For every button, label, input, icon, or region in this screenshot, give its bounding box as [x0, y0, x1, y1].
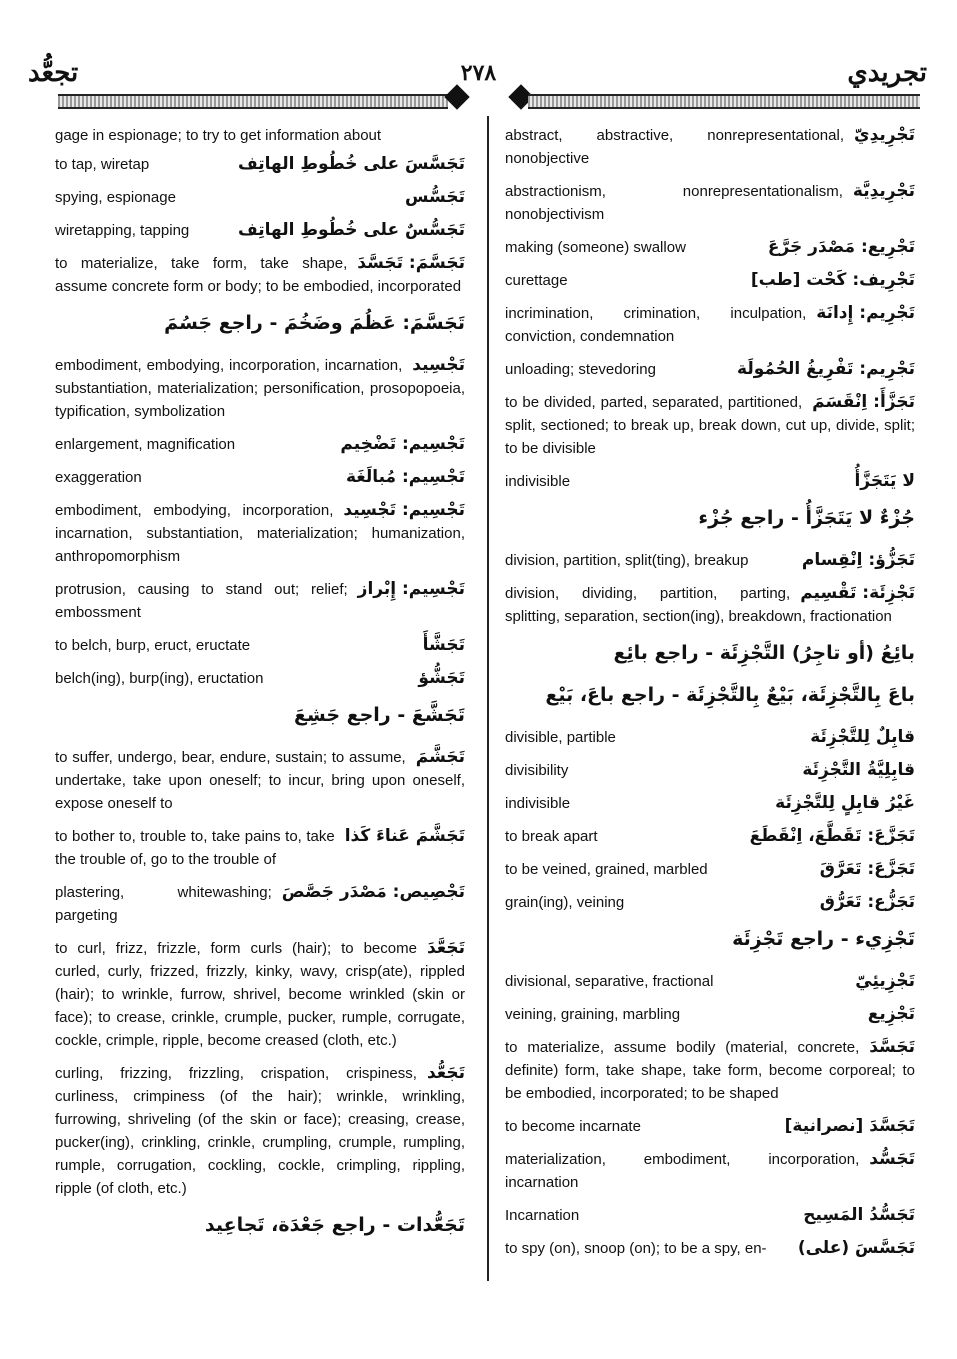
entry-headword: تَجْرِيم: إِدانَة — [816, 303, 915, 323]
entry-translation: making (someone) swallow — [505, 239, 686, 256]
entry-headword: تَجْرِيع: مَصْدَر جَرَّعَ — [767, 237, 915, 257]
dictionary-entry — [505, 726, 915, 749]
dictionary-entry — [505, 891, 915, 914]
dictionary-entry — [505, 269, 915, 292]
dictionary-entry — [505, 470, 915, 493]
dictionary-entry — [505, 358, 915, 381]
entry-headword: تَجَشُّؤ — [418, 668, 465, 688]
entry-headword: تَجْزِيئِيّ — [855, 971, 915, 991]
entry-headword: لا يَتَجَزَّأُ — [854, 471, 915, 491]
dictionary-entry — [505, 1237, 915, 1260]
entry-headword: تَجَسَّدَ — [869, 1037, 915, 1057]
entry-headword: غَيْرُ قابِلٍ لِلتَّجْزِئَة — [775, 793, 915, 813]
entry-translation: division, dividing, partition, parting, splitting, separation, section(ing), breakdown, fractionation — [505, 585, 892, 625]
entry-headword: تَجَسُّسٌ على خُطُوطِ الهاتِف — [237, 220, 465, 240]
entry-headword: تَجَزُّع: تَعَرُّق — [819, 892, 915, 912]
dictionary-entry — [55, 252, 465, 298]
dictionary-entry — [55, 499, 465, 568]
entry-headword: تَجَعَّدَ — [426, 938, 465, 958]
dictionary-entry — [55, 881, 465, 927]
entry-headword: تَجَسَّمَ: عَظُمَ وضَخُمَ - راجع جَسُمَ — [164, 312, 465, 334]
entry-headword: تَجَعُّدات - راجع جَعْدَة، تَجاعِيد — [204, 1214, 465, 1236]
dictionary-entry — [55, 825, 465, 871]
entry-headword: تَجْصِيص: مَصْدَر جَصَّصَ — [281, 882, 465, 902]
dictionary-entry — [505, 642, 915, 666]
entry-headword: تَجَشَّمَ — [415, 747, 465, 767]
dictionary-entry — [505, 1003, 915, 1026]
entry-headword: تَجْسِيم: تَضْخِيم — [340, 434, 465, 454]
dictionary-entry — [55, 667, 465, 690]
dictionary-entry — [55, 466, 465, 489]
entry-headword: تَجْسِيم: تَجْسِيد — [343, 500, 465, 520]
entry-headword: باعَ بِالتَّجْزِئَة، بَيْعٌ بِالتَّجْزِئَة - راجع باعَ، بَيْع — [545, 684, 915, 706]
dictionary-entry — [55, 124, 465, 147]
entry-translation: enlargement, magnification — [55, 436, 236, 453]
entry-headword: تَجَسَّسَ على خُطُوطِ الهاتِف — [237, 154, 465, 174]
entry-headword: تَجَزُّؤ: اِنْقِسام — [801, 550, 915, 570]
dictionary-entry — [505, 858, 915, 881]
entry-translation: protrusion, causing to stand out; relief; embossment — [55, 581, 348, 621]
dictionary-entry — [505, 825, 915, 848]
entry-headword: تَجَعُّد — [426, 1063, 465, 1083]
entry-translation: curling, frizzing, frizzling, crispation, crispiness, curliness, crimpiness (of the hair); wrinkle, wrinkling, furrowing, shriveling (of the skin or face); creasing, crease, pucker(ing), crinkling, crinkle, crumpling, crumple, rumpling, rumple, corrugation, cockling, cockle, crimpling, rippling, ripple (of cloth, etc.) — [55, 1065, 465, 1197]
header-rule-left — [58, 94, 448, 109]
dictionary-entry — [55, 1062, 465, 1200]
dictionary-entry — [55, 354, 465, 423]
dictionary-entry — [505, 180, 915, 226]
entry-translation: to suffer, undergo, bear, endure, sustain; to assume, undertake, take upon oneself; to incur, bring upon oneself, expose oneself to — [55, 749, 465, 812]
entry-translation: to be divided, parted, separated, partitioned, split, sectioned; to break up, break down, cut up, divide, split; to be divisible — [505, 394, 915, 457]
left-column — [55, 124, 465, 1256]
dictionary-entry — [505, 684, 915, 708]
header-rule-right — [528, 94, 920, 109]
dictionary-entry — [55, 704, 465, 728]
entry-translation: spying, espionage — [55, 189, 176, 206]
entry-headword: بائِعُ (أو تاجِرُ) التَّجْزِئَة - راجع بائِع — [613, 642, 915, 664]
entry-headword: تَجَسُّدُ المَسِيح — [803, 1205, 915, 1225]
dictionary-entry — [505, 1036, 915, 1105]
dictionary-entry — [55, 634, 465, 657]
entry-translation: abstract, abstractive, nonrepresentational, nonobjective — [505, 127, 844, 167]
entry-headword: تَجَسَّمَ: تَجَسَّدَ — [357, 253, 465, 273]
entry-headword: تَجْرِيدِيّ — [854, 125, 915, 145]
entry-headword: تَجَسُّس — [405, 187, 465, 207]
dictionary-entry — [55, 186, 465, 209]
entry-translation: to spy (on), snoop (on); to be a spy, en- — [505, 1240, 767, 1257]
entry-headword: جُزْءٌ لا يَتَجَزَّأُ - راجع جُزْء — [698, 507, 915, 529]
entry-translation: gage in espionage; to try to get information about — [55, 127, 382, 144]
entry-translation: to curl, frizz, frizzle, form curls (hair); to become curled, curly, frizzed, frizzly, kinky, wavy, crisp(ate), rippled (hair); to wrinkle, furrow, shrivel, become wrinkled (skin or face); to crease, crinkle, crumple, pucker, rumple, corrugate, cockle, crimple, ripple, become creased (cloth, etc.) — [55, 940, 465, 1049]
header-guide-word-left: تجعُّد — [28, 58, 79, 88]
dictionary-entry — [55, 746, 465, 815]
dictionary-entry — [505, 792, 915, 815]
entry-headword: تَجَشَّعَ - راجع جَشِعَ — [294, 704, 465, 726]
entry-headword: قابِلِيَّةُ التَّجْزِئَة — [802, 760, 915, 780]
entry-translation: embodiment, embodying, incorporation, incarnation, substantiation, materialization; personification, prosopopoeia, typification, symbolization — [55, 357, 465, 420]
header-guide-word-right: تجريدي — [847, 58, 927, 88]
entry-translation: belch(ing), burp(ing), eructation — [55, 670, 264, 687]
entry-translation: plastering, whitewashing; pargeting — [55, 884, 272, 924]
entry-translation: Incarnation — [505, 1207, 580, 1224]
entry-translation: to become incarnate — [505, 1118, 641, 1135]
entry-translation: to materialize, take form, take shape, assume concrete form or body; to be embodied, incorporated — [55, 255, 462, 295]
entry-headword: تَجَزَّعَ: تَعَرَّقَ — [819, 859, 915, 879]
dictionary-entry — [55, 153, 465, 176]
header-diamond-left — [444, 84, 469, 109]
entry-headword: تَجْزِيء - راجع تَجْزِئَة — [732, 928, 915, 950]
entry-headword: تَجْرِيدِيَّة — [852, 181, 915, 201]
entry-translation: to bother to, trouble to, take pains to, take the trouble of, go to the trouble of — [55, 828, 335, 868]
page-number: ٢٧٨ — [460, 60, 497, 86]
entry-translation: to belch, burp, eruct, eructate — [55, 637, 251, 654]
entry-headword: تَجَسَّسَ (على) — [797, 1238, 915, 1258]
entry-translation: unloading; stevedoring — [505, 361, 656, 378]
entry-translation: embodiment, embodying, incorporation, incarnation, substantiation, materialization; humanization, anthropomorphism — [55, 502, 465, 565]
entry-translation: indivisible — [505, 795, 571, 812]
entry-translation: wiretapping, tapping — [55, 222, 190, 239]
entry-headword: قابِلٌ لِلتَّجْزِئَة — [810, 727, 915, 747]
entry-headword: تَجْزِيع — [867, 1004, 915, 1024]
entry-headword: تَجَزَّعَ: تَقَطَّعَ، اِنْقَطَعَ — [749, 826, 915, 846]
entry-translation: indivisible — [505, 473, 571, 490]
entry-headword: تَجَسُّد — [869, 1149, 915, 1169]
dictionary-entry — [505, 1115, 915, 1138]
dictionary-entry — [505, 1148, 915, 1194]
entry-headword: تَجَشَّأَ — [422, 635, 465, 655]
entry-translation: grain(ing), veining — [505, 894, 625, 911]
dictionary-entry — [505, 302, 915, 348]
entry-headword: تَجْرِيف: كَحْت [طب] — [750, 270, 915, 290]
dictionary-entry — [505, 236, 915, 259]
entry-headword: تَجْسِيم: إِبْراز — [357, 579, 465, 599]
dictionary-entry — [55, 219, 465, 242]
entry-translation: veining, graining, marbling — [505, 1006, 681, 1023]
entry-headword: تَجْزِئَة: تَقْسِيم — [800, 583, 915, 603]
dictionary-entry — [505, 549, 915, 572]
dictionary-entry — [505, 970, 915, 993]
entry-translation: exaggeration — [55, 469, 142, 486]
entry-translation: to be veined, grained, marbled — [505, 861, 708, 878]
entry-headword: تَجَشَّمَ عَناءَ كَذا — [344, 826, 465, 846]
entry-translation: divisibility — [505, 762, 569, 779]
dictionary-entry — [505, 928, 915, 952]
dictionary-entry — [505, 391, 915, 460]
dictionary-entry — [55, 937, 465, 1052]
entry-headword: تَجْرِيم: تَفْرِيغُ الحُمُولَة — [737, 359, 915, 379]
entry-headword: تَجَزَّأَ: اِنْقَسَمَ — [812, 392, 915, 412]
dictionary-entry — [505, 124, 915, 170]
dictionary-entry — [55, 312, 465, 336]
entry-translation: to break apart — [505, 828, 598, 845]
entry-translation: abstractionism, nonrepresentationalism, nonobjectivism — [505, 183, 843, 223]
dictionary-entry — [55, 578, 465, 624]
entry-translation: to tap, wiretap — [55, 156, 150, 173]
dictionary-entry — [505, 507, 915, 531]
entry-translation: divisional, separative, fractional — [505, 973, 714, 990]
dictionary-entry — [505, 1204, 915, 1227]
dictionary-entry — [505, 759, 915, 782]
entry-translation: divisible, partible — [505, 729, 616, 746]
entry-translation: to materialize, assume bodily (material, concrete, definite) form, take shape, take form, become corporeal; to be embodied, incorporated; to be shaped — [505, 1039, 915, 1102]
entry-headword: تَجْسِيم: مُبالَغَة — [345, 467, 465, 487]
column-divider — [487, 116, 489, 1281]
entry-translation: division, partition, split(ting), breakup — [505, 552, 749, 569]
entry-translation: incrimination, crimination, inculpation, conviction, condemnation — [505, 305, 807, 345]
dictionary-entry — [505, 582, 915, 628]
dictionary-entry — [55, 433, 465, 456]
entry-translation: curettage — [505, 272, 568, 289]
entry-translation: materialization, embodiment, incorporation, incarnation — [505, 1151, 860, 1191]
right-column — [505, 124, 915, 1270]
entry-headword: تَجَسَّدَ [نصرانية] — [784, 1116, 915, 1136]
entry-headword: تَجْسِيد — [412, 355, 465, 375]
dictionary-entry — [55, 1214, 465, 1238]
